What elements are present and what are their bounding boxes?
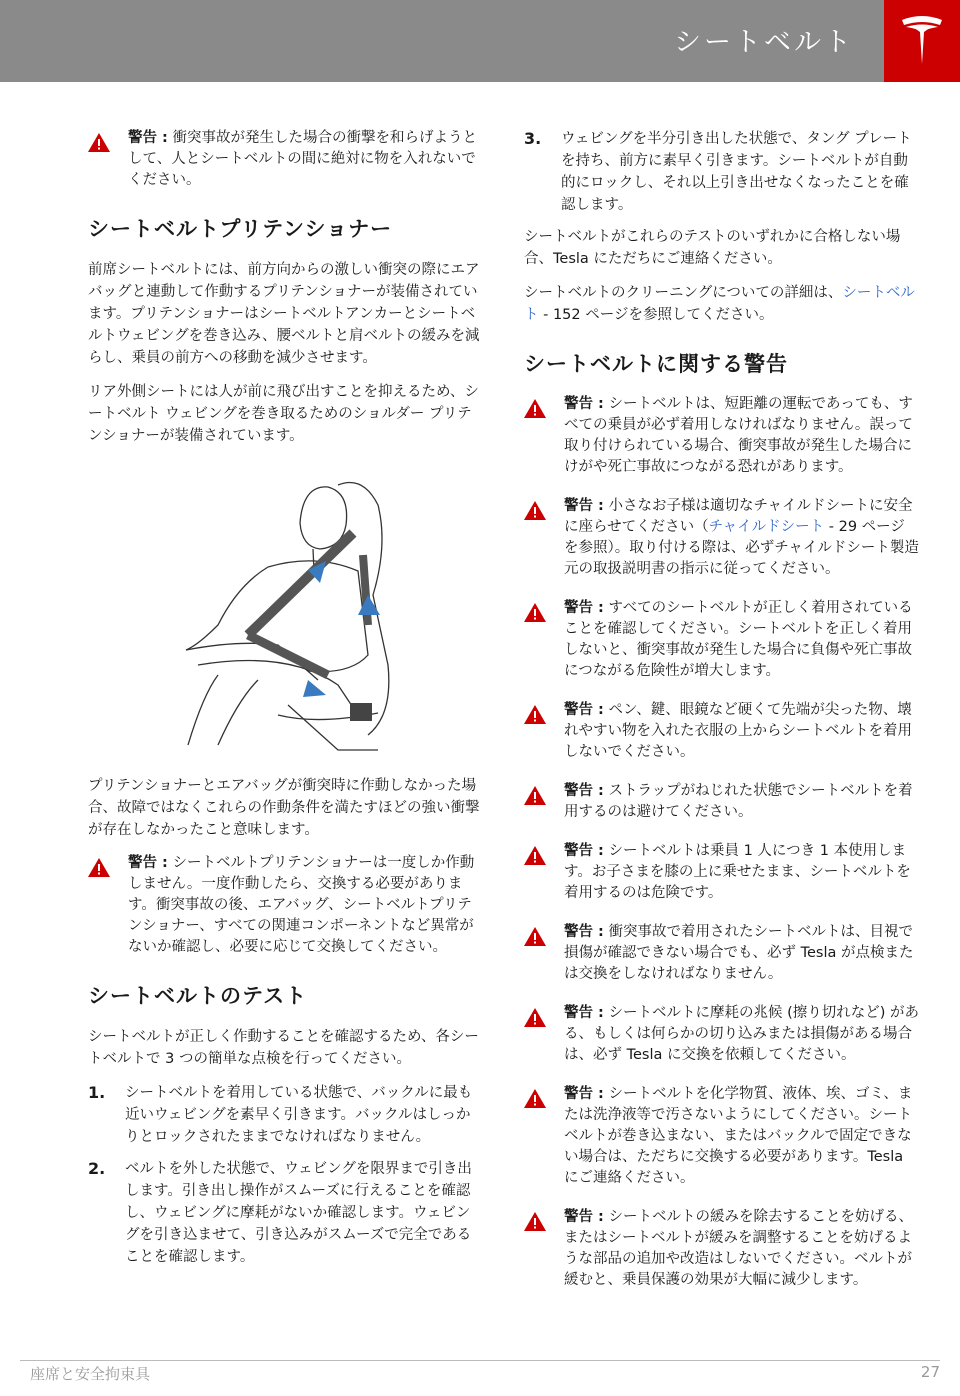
step-number: 1. bbox=[88, 1083, 106, 1102]
warning-text: 小さなお子様は適切なチャイルドシートに安全に座らせてください（ bbox=[564, 498, 913, 535]
paragraph: シートベルトがこれらのテストのいずれかに合格しない場合、Tesla にただちにご連絡ください。 bbox=[524, 229, 901, 267]
section-heading-pretensioner: シートベルトプリテンショナー bbox=[88, 217, 393, 241]
tesla-logo-icon bbox=[900, 14, 944, 66]
warning-text: シートベルトは、短距離の運転であっても、すべての乗員が必ず着用しなければなりません。誤って取り付けられている場合、衝突事故が発生した場合にけがや死亡事故につながる恐れがあります。 bbox=[564, 396, 913, 475]
seatbelt-pretensioner-illustration bbox=[88, 475, 480, 757]
page-number: 27 bbox=[920, 1363, 940, 1381]
footer-divider bbox=[20, 1360, 940, 1361]
warning-block bbox=[524, 1207, 919, 1291]
left-column bbox=[88, 128, 480, 1278]
warning-icon bbox=[88, 858, 110, 877]
child-seat-link[interactable]: チャイルドシート bbox=[708, 519, 825, 535]
step-number: 3. bbox=[524, 129, 542, 148]
warning-text: すべてのシートベルトが正しく着用されていることを確認してください。シートベルトを正しく着用しないと、衝突事故が発生した場合に負傷や死亡事故につながる危険性が増大します。 bbox=[564, 600, 913, 679]
warning-label: 警告 : bbox=[564, 783, 604, 799]
warning-label: 警告 : bbox=[564, 396, 604, 412]
warning-label: 警告 : bbox=[564, 498, 604, 514]
warning-text: シートベルトプリテンショナーは一度しか作動しません。一度作動したら、交換する必要があります。衝突事故の後、エアバッグ、シートベルトプリテンショナー、すべての関連コンポーネントなど異常がないか確認し、必要に応じて交換してください。 bbox=[128, 855, 475, 955]
paragraph: 前席シートベルトには、前方向からの激しい衝突の際にエアバッグと連動して作動するプリテンショナーが装備されています。プリテンショナーはシートベルトアンカーとシートベルトウェビングを巻き込み、腰ベルトと肩ベルトの緩みを減らし、乗員の前方への移動を減少させます。 bbox=[88, 262, 480, 366]
paragraph: シートベルトが正しく作動することを確認するため、各シートベルトで 3 つの簡単な点検を行ってください。 bbox=[88, 1029, 479, 1067]
warning-text: シートベルトの緩みを除去することを妨げる、またはシートベルトが緩みを調整することを妨げるような部品の追加や改造はしないでください。ベルトが緩むと、乗員保護の効果が大幅に減少します。 bbox=[564, 1209, 913, 1288]
warning-text: 衝突事故で着用されたシートベルトは、目視で損傷が確認できない場合でも、必ず Tesla が点検または交換をしなければなりません。 bbox=[564, 924, 914, 982]
warning-icon bbox=[524, 927, 546, 946]
warning-label: 警告 : bbox=[128, 855, 168, 871]
text: - 152 ページを参照してください。 bbox=[538, 307, 774, 323]
page-title: シートベルト bbox=[674, 27, 854, 58]
paragraph-cleaning bbox=[524, 282, 919, 326]
section-heading-test: シートベルトのテスト bbox=[88, 984, 308, 1008]
step-text: ベルトを外した状態で、ウェビングを限界まで引き出します。引き出し操作がスムーズに行えることを確認し、ウェビングに摩耗がないか確認します。ウェビングを引き込ませて、引き込みがスムーズで完全であることを確認します。 bbox=[125, 1161, 472, 1265]
warning-icon bbox=[524, 501, 546, 520]
warning-block bbox=[88, 853, 480, 958]
paragraph: プリテンショナーとエアバッグが衝突時に作動しなかった場合、故障ではなくこれらの作動条件を満たすほどの強い衝撃が存在しなかったこと意味します。 bbox=[88, 778, 480, 838]
warning-icon bbox=[524, 786, 546, 805]
section-heading-warnings: シートベルトに関する警告 bbox=[524, 352, 788, 376]
footer-section-name: 座席と安全拘束具 bbox=[30, 1365, 151, 1383]
list-item bbox=[88, 1158, 480, 1268]
warning-icon bbox=[524, 846, 546, 865]
list-item bbox=[524, 128, 919, 216]
warning-text: シートベルトに摩耗の兆候 (擦り切れなど) がある、もしくは何らかの切り込みまたは損傷がある場合は、必ず Tesla に交換を依頼してください。 bbox=[564, 1005, 919, 1063]
warning-label: 警告 : bbox=[128, 130, 168, 146]
warning-icon bbox=[524, 1212, 546, 1231]
warning-block bbox=[524, 922, 919, 985]
list-item bbox=[88, 1082, 480, 1148]
step-text: シートベルトを着用している状態で、バックルに最も近いウェビングを素早く引きます。バックルはしっかりとロックされたままでなければなりません。 bbox=[125, 1085, 473, 1145]
warning-text: シートベルトは乗員 1 人につき 1 本使用します。お子さまを膝の上に乗せたまま、シートベルトを着用するのは危険です。 bbox=[564, 843, 911, 901]
warning-label: 警告 : bbox=[564, 600, 604, 616]
warning-block bbox=[524, 598, 919, 682]
text: シートベルトのクリーニングについての詳細は、 bbox=[524, 285, 843, 301]
seatbelt-link[interactable]: シートベルト bbox=[524, 285, 915, 323]
warning-icon bbox=[524, 399, 546, 418]
warning-label: 警告 : bbox=[564, 702, 604, 718]
paragraph: リア外側シートには人が前に飛び出すことを抑えるため、シートベルト ウェビングを巻き取るためのショルダー プリテンショナーが装備されています。 bbox=[88, 384, 479, 444]
warning-icon bbox=[88, 133, 110, 152]
warning-text: シートベルトを化学物質、液体、埃、ゴミ、または洗浄液等で汚さないようにしてください。シートベルトが巻き込まない、またはバックルで固定できない場合は、ただちに交換する必要があります。Tesla にご連絡ください。 bbox=[564, 1086, 913, 1186]
warning-label: 警告 : bbox=[564, 1086, 604, 1102]
test-steps-list-continued bbox=[524, 128, 919, 216]
warning-text: ストラップがねじれた状態でシートベルトを着用するのは避けてください。 bbox=[564, 783, 913, 820]
warning-block bbox=[524, 1003, 919, 1066]
warning-text: - 29 ページを参照）。取り付ける際は、必ずチャイルドシート製造元の取扱説明書の指示に従ってください。 bbox=[564, 519, 919, 577]
warning-icon bbox=[524, 603, 546, 622]
brand-logo bbox=[884, 0, 960, 82]
warning-icon bbox=[524, 1089, 546, 1108]
warning-block bbox=[524, 394, 919, 478]
right-column bbox=[524, 128, 919, 1309]
warning-text: 衝突事故が発生した場合の衝撃を和らげようとして、人とシートベルトの間に絶対に物を入れないでください。 bbox=[128, 130, 477, 188]
warning-block bbox=[88, 128, 480, 191]
warning-label: 警告 : bbox=[564, 843, 604, 859]
warning-block bbox=[524, 841, 919, 904]
warning-block bbox=[524, 496, 919, 580]
warning-label: 警告 : bbox=[564, 1209, 604, 1225]
warning-label: 警告 : bbox=[564, 1005, 604, 1021]
warning-icon bbox=[524, 1008, 546, 1027]
warning-block bbox=[524, 700, 919, 763]
warning-label: 警告 : bbox=[564, 924, 604, 940]
step-number: 2. bbox=[88, 1159, 106, 1178]
warning-block bbox=[524, 1084, 919, 1189]
step-text: ウェビングを半分引き出した状態で、タング プレートを持ち、前方に素早く引きます。シートベルトが自動的にロックし、それ以上引き出せなくなったことを確認します。 bbox=[561, 131, 912, 213]
test-steps-list bbox=[88, 1082, 480, 1268]
header-bar bbox=[0, 0, 884, 82]
warning-block bbox=[524, 781, 919, 823]
warning-icon bbox=[524, 705, 546, 724]
warning-text: ペン、鍵、眼鏡など硬くて先端が尖った物、壊れやすい物を入れた衣服の上からシートベルトを着用しないでください。 bbox=[564, 702, 912, 760]
